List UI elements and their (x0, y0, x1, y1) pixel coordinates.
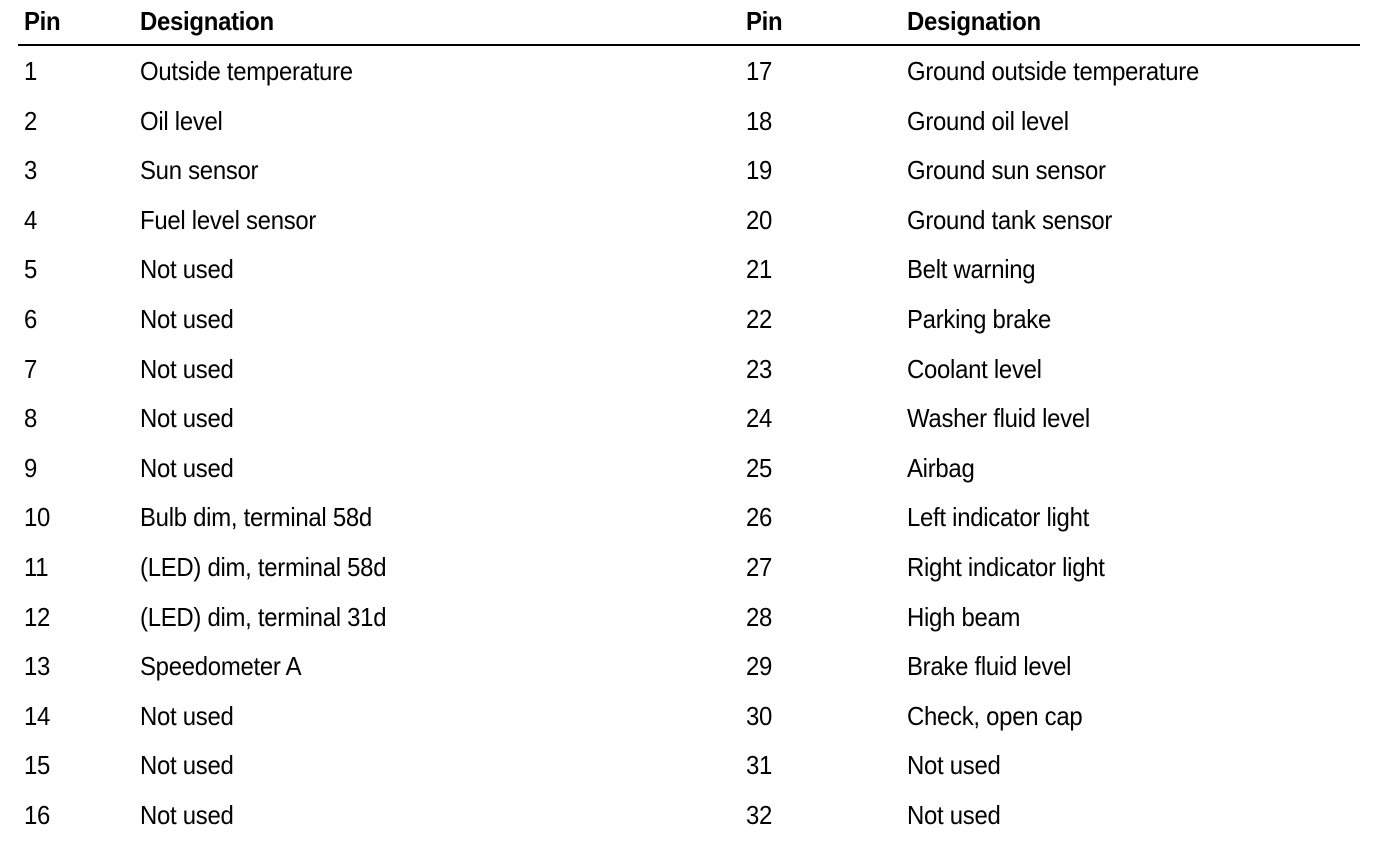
pin-designation: Ground outside temperature (907, 56, 1200, 86)
table-row (0, 354, 1392, 384)
pin-designation: Ground tank sensor (907, 204, 1113, 235)
table-row (0, 651, 1392, 681)
pin-designation: Not used (907, 800, 1001, 830)
pin-designation: Not used (140, 403, 234, 434)
pin-designation: Belt warning (907, 254, 1036, 285)
pin-number: 21 (746, 254, 773, 285)
pin-number: 26 (746, 502, 773, 533)
table-header (0, 0, 1392, 44)
pin-designation: Not used (140, 254, 234, 285)
pin-designation: (LED) dim, terminal 58d (140, 552, 387, 582)
header-pin-right: Pin (746, 6, 783, 36)
pin-number: 14 (24, 700, 51, 731)
pin-designation: Coolant level (907, 353, 1042, 384)
table-row (0, 502, 1392, 532)
pin-designation: Left indicator light (907, 502, 1089, 533)
pin-number: 24 (746, 403, 773, 434)
table-row (0, 56, 1392, 86)
table-row (0, 552, 1392, 582)
table-row (0, 254, 1392, 284)
pin-designation: Right indicator light (907, 552, 1105, 582)
pin-designation: Ground sun sensor (907, 155, 1106, 186)
table-row (0, 750, 1392, 780)
pin-number: 15 (24, 750, 51, 781)
pin-number: 7 (24, 353, 38, 384)
pin-designation: Fuel level sensor (140, 204, 317, 235)
pin-number: 16 (24, 800, 51, 830)
pin-designation: Parking brake (907, 304, 1052, 334)
pin-number: 23 (746, 353, 773, 384)
pin-designation: Brake fluid level (907, 651, 1072, 682)
pin-designation: Airbag (907, 452, 975, 483)
pin-number: 31 (746, 750, 773, 781)
pin-designation: Not used (907, 750, 1001, 781)
pin-number: 13 (24, 651, 51, 682)
pin-number: 10 (24, 502, 51, 533)
table-row (0, 602, 1392, 632)
table-row (0, 205, 1392, 235)
pin-designation: Outside temperature (140, 56, 353, 86)
pin-designation: (LED) dim, terminal 31d (140, 601, 387, 632)
pin-number: 5 (24, 254, 38, 285)
pin-number: 8 (24, 403, 38, 434)
header-pin-left: Pin (24, 6, 61, 36)
pin-number: 30 (746, 700, 773, 731)
pin-number: 20 (746, 204, 773, 235)
pin-designation: Washer fluid level (907, 403, 1090, 434)
pin-number: 17 (746, 56, 773, 86)
table-row (0, 701, 1392, 731)
pin-designation: Not used (140, 304, 234, 334)
pin-number: 19 (746, 155, 773, 186)
header-designation-left: Designation (140, 6, 274, 36)
table-row (0, 403, 1392, 433)
pin-number: 22 (746, 304, 773, 334)
pin-designation: Check, open cap (907, 700, 1083, 731)
pin-number: 2 (24, 105, 38, 136)
pin-number: 3 (24, 155, 38, 186)
pin-designation: Ground oil level (907, 105, 1069, 136)
pin-designation: Sun sensor (140, 155, 259, 186)
pin-designation: Speedometer A (140, 651, 302, 682)
pin-number: 11 (24, 552, 49, 582)
pin-designation: High beam (907, 601, 1021, 632)
pin-number: 6 (24, 304, 38, 334)
table-row (0, 106, 1392, 136)
pin-number: 1 (24, 56, 38, 86)
table-row (0, 453, 1392, 483)
pin-number: 27 (746, 552, 773, 582)
pin-number: 28 (746, 601, 773, 632)
pin-designation: Oil level (140, 105, 223, 136)
pin-designation: Not used (140, 353, 234, 384)
pin-number: 4 (24, 204, 38, 235)
table-row (0, 800, 1392, 830)
pin-number: 29 (746, 651, 773, 682)
pin-designation: Not used (140, 700, 234, 731)
pin-designation: Not used (140, 452, 234, 483)
table-row (0, 155, 1392, 185)
header-designation-right: Designation (907, 6, 1041, 36)
pin-number: 9 (24, 452, 38, 483)
header-divider (18, 44, 1360, 46)
pin-number: 32 (746, 800, 773, 830)
table-row (0, 304, 1392, 334)
pin-number: 12 (24, 601, 51, 632)
pin-number: 25 (746, 452, 773, 483)
pin-designation: Not used (140, 750, 234, 781)
pin-designation: Not used (140, 800, 234, 830)
pin-number: 18 (746, 105, 773, 136)
pin-designation: Bulb dim, terminal 58d (140, 502, 372, 533)
